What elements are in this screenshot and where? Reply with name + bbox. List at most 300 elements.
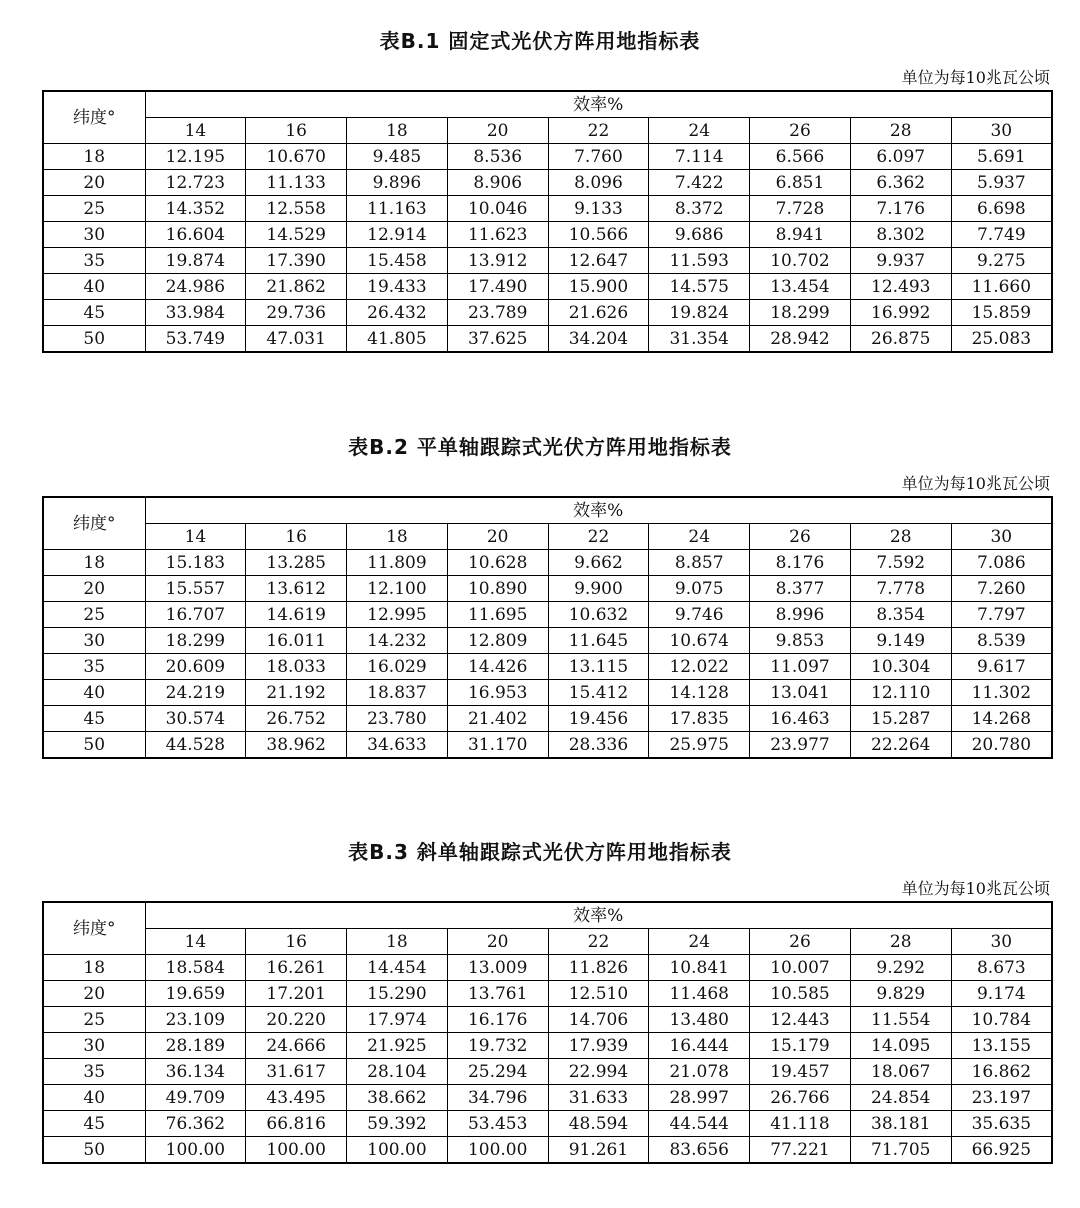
table-row	[43, 706, 1052, 732]
value-cell: 12.493	[850, 274, 951, 300]
latitude-cell: 20	[43, 981, 145, 1007]
column-header: 28	[850, 118, 951, 144]
value-cell: 44.528	[145, 732, 246, 759]
value-cell: 9.829	[850, 981, 951, 1007]
column-header: 14	[145, 118, 246, 144]
value-cell: 10.632	[548, 602, 649, 628]
value-cell: 13.155	[951, 1033, 1052, 1059]
value-cell: 12.914	[347, 222, 448, 248]
value-cell: 11.133	[246, 170, 347, 196]
column-header: 26	[750, 118, 851, 144]
value-cell: 28.942	[750, 326, 851, 353]
column-header: 18	[347, 118, 448, 144]
value-cell: 8.857	[649, 550, 750, 576]
column-header: 24	[649, 118, 750, 144]
value-cell: 14.268	[951, 706, 1052, 732]
latitude-cell: 50	[43, 326, 145, 353]
column-header: 14	[145, 929, 246, 955]
column-header: 30	[951, 118, 1052, 144]
table-row	[43, 981, 1052, 1007]
value-cell: 16.992	[850, 300, 951, 326]
value-cell: 8.302	[850, 222, 951, 248]
latitude-cell: 40	[43, 274, 145, 300]
value-cell: 7.176	[850, 196, 951, 222]
value-cell: 100.00	[145, 1137, 246, 1164]
value-cell: 6.362	[850, 170, 951, 196]
value-cell: 19.457	[750, 1059, 851, 1085]
value-cell: 26.432	[347, 300, 448, 326]
value-cell: 26.875	[850, 326, 951, 353]
header-row-group	[43, 902, 1052, 929]
value-cell: 23.789	[447, 300, 548, 326]
value-cell: 100.00	[246, 1137, 347, 1164]
value-cell: 47.031	[246, 326, 347, 353]
value-cell: 5.691	[951, 144, 1052, 170]
value-cell: 8.539	[951, 628, 1052, 654]
value-cell: 11.468	[649, 981, 750, 1007]
value-cell: 10.890	[447, 576, 548, 602]
table-row	[43, 300, 1052, 326]
value-cell: 16.176	[447, 1007, 548, 1033]
value-cell: 77.221	[750, 1137, 851, 1164]
value-cell: 20.609	[145, 654, 246, 680]
table-row	[43, 654, 1052, 680]
value-cell: 28.336	[548, 732, 649, 759]
value-cell: 12.510	[548, 981, 649, 1007]
value-cell: 10.046	[447, 196, 548, 222]
value-cell: 9.485	[347, 144, 448, 170]
unit-label: 单位为每10兆瓦公顷	[901, 68, 1050, 87]
table-row	[43, 170, 1052, 196]
column-header: 22	[548, 929, 649, 955]
value-cell: 17.201	[246, 981, 347, 1007]
value-cell: 14.352	[145, 196, 246, 222]
value-cell: 34.796	[447, 1085, 548, 1111]
latitude-cell: 25	[43, 602, 145, 628]
value-cell: 66.925	[951, 1137, 1052, 1164]
value-cell: 53.453	[447, 1111, 548, 1137]
column-header: 26	[750, 524, 851, 550]
value-cell: 17.835	[649, 706, 750, 732]
value-cell: 66.816	[246, 1111, 347, 1137]
unit-label: 单位为每10兆瓦公顷	[901, 474, 1050, 493]
value-cell: 21.192	[246, 680, 347, 706]
table-row	[43, 1085, 1052, 1111]
value-cell: 48.594	[548, 1111, 649, 1137]
column-header: 30	[951, 929, 1052, 955]
value-cell: 15.900	[548, 274, 649, 300]
value-cell: 14.575	[649, 274, 750, 300]
value-cell: 43.495	[246, 1085, 347, 1111]
value-cell: 9.275	[951, 248, 1052, 274]
value-cell: 9.900	[548, 576, 649, 602]
value-cell: 18.067	[850, 1059, 951, 1085]
value-cell: 13.761	[447, 981, 548, 1007]
latitude-cell: 35	[43, 654, 145, 680]
value-cell: 12.995	[347, 602, 448, 628]
value-cell: 11.163	[347, 196, 448, 222]
value-cell: 13.612	[246, 576, 347, 602]
value-cell: 19.874	[145, 248, 246, 274]
value-cell: 9.662	[548, 550, 649, 576]
value-cell: 16.261	[246, 955, 347, 981]
column-header: 20	[447, 929, 548, 955]
value-cell: 34.204	[548, 326, 649, 353]
value-cell: 9.853	[750, 628, 851, 654]
value-cell: 10.784	[951, 1007, 1052, 1033]
value-cell: 35.635	[951, 1111, 1052, 1137]
value-cell: 16.011	[246, 628, 347, 654]
value-cell: 13.115	[548, 654, 649, 680]
value-cell: 28.997	[649, 1085, 750, 1111]
column-header: 30	[951, 524, 1052, 550]
table-row	[43, 274, 1052, 300]
value-cell: 10.566	[548, 222, 649, 248]
value-cell: 25.083	[951, 326, 1052, 353]
efficiency-header: 效率%	[145, 91, 1052, 118]
value-cell: 7.797	[951, 602, 1052, 628]
value-cell: 16.463	[750, 706, 851, 732]
latitude-cell: 45	[43, 1111, 145, 1137]
value-cell: 13.480	[649, 1007, 750, 1033]
value-cell: 15.859	[951, 300, 1052, 326]
value-cell: 15.458	[347, 248, 448, 274]
value-cell: 11.826	[548, 955, 649, 981]
value-cell: 9.617	[951, 654, 1052, 680]
value-cell: 6.566	[750, 144, 851, 170]
value-cell: 9.149	[850, 628, 951, 654]
value-cell: 19.732	[447, 1033, 548, 1059]
table-row	[43, 222, 1052, 248]
value-cell: 59.392	[347, 1111, 448, 1137]
header-row-group	[43, 497, 1052, 524]
column-header: 18	[347, 929, 448, 955]
column-header: 28	[850, 524, 951, 550]
value-cell: 9.174	[951, 981, 1052, 1007]
value-cell: 7.760	[548, 144, 649, 170]
value-cell: 21.078	[649, 1059, 750, 1085]
value-cell: 18.837	[347, 680, 448, 706]
value-cell: 13.912	[447, 248, 548, 274]
header-row-columns	[43, 524, 1052, 550]
value-cell: 26.766	[750, 1085, 851, 1111]
value-cell: 14.426	[447, 654, 548, 680]
value-cell: 15.287	[850, 706, 951, 732]
value-cell: 15.179	[750, 1033, 851, 1059]
value-cell: 14.619	[246, 602, 347, 628]
value-cell: 15.290	[347, 981, 448, 1007]
value-cell: 16.862	[951, 1059, 1052, 1085]
table-row	[43, 196, 1052, 222]
table-row	[43, 955, 1052, 981]
value-cell: 16.604	[145, 222, 246, 248]
latitude-cell: 35	[43, 248, 145, 274]
column-header: 16	[246, 118, 347, 144]
table-row	[43, 732, 1052, 759]
efficiency-header: 效率%	[145, 497, 1052, 524]
table-title: 表B.1 固定式光伏方阵用地指标表	[379, 29, 701, 53]
latitude-cell: 20	[43, 170, 145, 196]
value-cell: 17.490	[447, 274, 548, 300]
value-cell: 31.354	[649, 326, 750, 353]
value-cell: 49.709	[145, 1085, 246, 1111]
value-cell: 9.133	[548, 196, 649, 222]
value-cell: 91.261	[548, 1137, 649, 1164]
value-cell: 8.096	[548, 170, 649, 196]
unit-label: 单位为每10兆瓦公顷	[901, 879, 1050, 898]
value-cell: 12.022	[649, 654, 750, 680]
value-cell: 9.746	[649, 602, 750, 628]
value-cell: 6.097	[850, 144, 951, 170]
value-cell: 83.656	[649, 1137, 750, 1164]
value-cell: 11.660	[951, 274, 1052, 300]
value-cell: 13.041	[750, 680, 851, 706]
value-cell: 12.723	[145, 170, 246, 196]
value-cell: 14.095	[850, 1033, 951, 1059]
value-cell: 12.195	[145, 144, 246, 170]
value-cell: 7.778	[850, 576, 951, 602]
value-cell: 8.354	[850, 602, 951, 628]
value-cell: 8.372	[649, 196, 750, 222]
value-cell: 31.633	[548, 1085, 649, 1111]
value-cell: 24.854	[850, 1085, 951, 1111]
column-header: 16	[246, 524, 347, 550]
value-cell: 21.925	[347, 1033, 448, 1059]
value-cell: 11.302	[951, 680, 1052, 706]
value-cell: 7.749	[951, 222, 1052, 248]
table-row	[43, 1111, 1052, 1137]
value-cell: 37.625	[447, 326, 548, 353]
value-cell: 8.941	[750, 222, 851, 248]
latitude-cell: 30	[43, 222, 145, 248]
value-cell: 8.996	[750, 602, 851, 628]
column-header: 24	[649, 524, 750, 550]
latitude-cell: 30	[43, 1033, 145, 1059]
value-cell: 71.705	[850, 1137, 951, 1164]
column-header: 14	[145, 524, 246, 550]
value-cell: 41.118	[750, 1111, 851, 1137]
value-cell: 38.662	[347, 1085, 448, 1111]
value-cell: 16.444	[649, 1033, 750, 1059]
value-cell: 18.299	[750, 300, 851, 326]
value-cell: 10.702	[750, 248, 851, 274]
table-title: 表B.2 平单轴跟踪式光伏方阵用地指标表	[348, 435, 732, 459]
value-cell: 12.443	[750, 1007, 851, 1033]
value-cell: 28.104	[347, 1059, 448, 1085]
value-cell: 53.749	[145, 326, 246, 353]
latitude-cell: 18	[43, 550, 145, 576]
value-cell: 8.673	[951, 955, 1052, 981]
value-cell: 16.707	[145, 602, 246, 628]
value-cell: 38.181	[850, 1111, 951, 1137]
value-cell: 10.007	[750, 955, 851, 981]
value-cell: 12.558	[246, 196, 347, 222]
value-cell: 23.780	[347, 706, 448, 732]
table-row	[43, 1059, 1052, 1085]
value-cell: 13.454	[750, 274, 851, 300]
value-cell: 24.986	[145, 274, 246, 300]
column-header: 22	[548, 524, 649, 550]
value-cell: 16.953	[447, 680, 548, 706]
value-cell: 23.977	[750, 732, 851, 759]
value-cell: 10.585	[750, 981, 851, 1007]
value-cell: 13.009	[447, 955, 548, 981]
value-cell: 15.557	[145, 576, 246, 602]
value-cell: 15.183	[145, 550, 246, 576]
value-cell: 9.292	[850, 955, 951, 981]
latitude-header: 纬度°	[43, 902, 145, 955]
value-cell: 12.809	[447, 628, 548, 654]
table-row	[43, 1033, 1052, 1059]
value-cell: 21.862	[246, 274, 347, 300]
data-table	[42, 901, 1053, 1164]
value-cell: 17.974	[347, 1007, 448, 1033]
value-cell: 34.633	[347, 732, 448, 759]
latitude-cell: 45	[43, 706, 145, 732]
data-table	[42, 496, 1053, 759]
value-cell: 18.299	[145, 628, 246, 654]
value-cell: 12.647	[548, 248, 649, 274]
value-cell: 10.674	[649, 628, 750, 654]
value-cell: 31.617	[246, 1059, 347, 1085]
value-cell: 14.232	[347, 628, 448, 654]
latitude-cell: 25	[43, 196, 145, 222]
value-cell: 26.752	[246, 706, 347, 732]
value-cell: 6.851	[750, 170, 851, 196]
column-header: 20	[447, 524, 548, 550]
value-cell: 9.075	[649, 576, 750, 602]
latitude-cell: 40	[43, 1085, 145, 1111]
latitude-cell: 18	[43, 144, 145, 170]
value-cell: 10.670	[246, 144, 347, 170]
table-row	[43, 628, 1052, 654]
value-cell: 12.110	[850, 680, 951, 706]
value-cell: 11.554	[850, 1007, 951, 1033]
header-row-columns	[43, 118, 1052, 144]
value-cell: 100.00	[347, 1137, 448, 1164]
value-cell: 10.628	[447, 550, 548, 576]
value-cell: 8.536	[447, 144, 548, 170]
value-cell: 25.294	[447, 1059, 548, 1085]
value-cell: 44.544	[649, 1111, 750, 1137]
value-cell: 7.086	[951, 550, 1052, 576]
table-row	[43, 144, 1052, 170]
value-cell: 14.454	[347, 955, 448, 981]
column-header: 26	[750, 929, 851, 955]
value-cell: 20.220	[246, 1007, 347, 1033]
value-cell: 5.937	[951, 170, 1052, 196]
value-cell: 36.134	[145, 1059, 246, 1085]
value-cell: 7.114	[649, 144, 750, 170]
data-table	[42, 90, 1053, 353]
value-cell: 14.706	[548, 1007, 649, 1033]
value-cell: 7.728	[750, 196, 851, 222]
header-row-group	[43, 91, 1052, 118]
table-row	[43, 576, 1052, 602]
latitude-cell: 50	[43, 1137, 145, 1164]
table-row	[43, 1137, 1052, 1164]
header-row-columns	[43, 929, 1052, 955]
value-cell: 41.805	[347, 326, 448, 353]
column-header: 28	[850, 929, 951, 955]
table-row	[43, 550, 1052, 576]
latitude-cell: 30	[43, 628, 145, 654]
column-header: 22	[548, 118, 649, 144]
value-cell: 100.00	[447, 1137, 548, 1164]
value-cell: 17.390	[246, 248, 347, 274]
value-cell: 23.197	[951, 1085, 1052, 1111]
value-cell: 8.906	[447, 170, 548, 196]
value-cell: 19.824	[649, 300, 750, 326]
table-row	[43, 680, 1052, 706]
value-cell: 19.456	[548, 706, 649, 732]
value-cell: 30.574	[145, 706, 246, 732]
latitude-header: 纬度°	[43, 497, 145, 550]
value-cell: 14.529	[246, 222, 347, 248]
value-cell: 8.176	[750, 550, 851, 576]
column-header: 24	[649, 929, 750, 955]
latitude-cell: 25	[43, 1007, 145, 1033]
latitude-cell: 45	[43, 300, 145, 326]
value-cell: 20.780	[951, 732, 1052, 759]
value-cell: 76.362	[145, 1111, 246, 1137]
latitude-header: 纬度°	[43, 91, 145, 144]
table-row	[43, 248, 1052, 274]
table-row	[43, 326, 1052, 353]
value-cell: 23.109	[145, 1007, 246, 1033]
value-cell: 25.975	[649, 732, 750, 759]
efficiency-header: 效率%	[145, 902, 1052, 929]
value-cell: 21.402	[447, 706, 548, 732]
value-cell: 12.100	[347, 576, 448, 602]
value-cell: 11.809	[347, 550, 448, 576]
value-cell: 7.422	[649, 170, 750, 196]
value-cell: 13.285	[246, 550, 347, 576]
value-cell: 19.433	[347, 274, 448, 300]
value-cell: 11.645	[548, 628, 649, 654]
value-cell: 22.264	[850, 732, 951, 759]
value-cell: 19.659	[145, 981, 246, 1007]
value-cell: 11.097	[750, 654, 851, 680]
table-row	[43, 1007, 1052, 1033]
latitude-cell: 20	[43, 576, 145, 602]
value-cell: 11.695	[447, 602, 548, 628]
value-cell: 33.984	[145, 300, 246, 326]
value-cell: 24.219	[145, 680, 246, 706]
value-cell: 11.623	[447, 222, 548, 248]
latitude-cell: 35	[43, 1059, 145, 1085]
column-header: 20	[447, 118, 548, 144]
value-cell: 7.592	[850, 550, 951, 576]
value-cell: 9.937	[850, 248, 951, 274]
value-cell: 8.377	[750, 576, 851, 602]
table-row	[43, 602, 1052, 628]
value-cell: 31.170	[447, 732, 548, 759]
value-cell: 9.896	[347, 170, 448, 196]
value-cell: 18.584	[145, 955, 246, 981]
value-cell: 22.994	[548, 1059, 649, 1085]
value-cell: 7.260	[951, 576, 1052, 602]
value-cell: 10.841	[649, 955, 750, 981]
latitude-cell: 40	[43, 680, 145, 706]
column-header: 16	[246, 929, 347, 955]
value-cell: 18.033	[246, 654, 347, 680]
value-cell: 9.686	[649, 222, 750, 248]
value-cell: 16.029	[347, 654, 448, 680]
value-cell: 17.939	[548, 1033, 649, 1059]
value-cell: 29.736	[246, 300, 347, 326]
value-cell: 21.626	[548, 300, 649, 326]
